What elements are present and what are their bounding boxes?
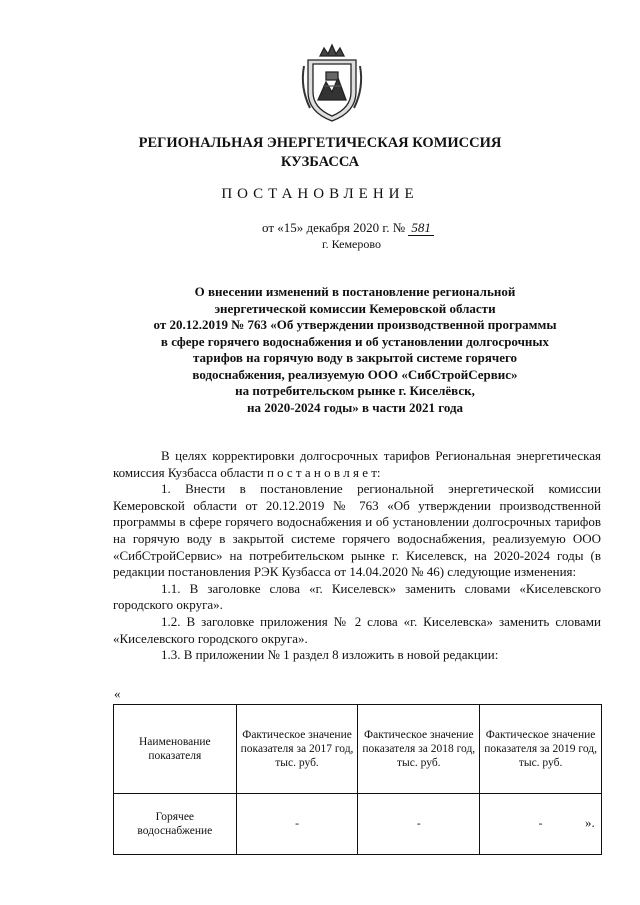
title-line: водоснабжения, реализуемую ООО «СибСтройСервис» [192, 366, 518, 382]
document-number: 581 [408, 220, 434, 236]
document-date-line [262, 220, 434, 236]
item-1-3-paragraph: 1.3. В приложении № 1 раздел 8 изложить в новой редакции: [161, 647, 499, 663]
org-name-line-2: КУЗБАССА [280, 154, 360, 170]
table-row [114, 794, 602, 855]
intro-paragraph: В целях корректировки долгосрочных тарифов Региональная энергетическая комиссия Кузбасса области п о с т а н о в л я е т: [113, 448, 601, 480]
table-header-row [114, 705, 602, 794]
document-city: г. Кемерово [322, 237, 381, 251]
document-body [113, 448, 601, 664]
title-line: О внесении изменений в постановление региональной [194, 284, 516, 299]
table-cell: - [480, 794, 602, 855]
opening-quote: « [114, 686, 121, 701]
table-header-cell: Фактическое значение показателя за 2017 год, тыс. руб. [236, 705, 358, 794]
table-cell: - [236, 794, 358, 855]
document-date: от «15» декабря 2020 г. № [262, 220, 406, 235]
closing-quote: ». [585, 815, 595, 830]
kuzbass-coat-of-arms-emblem [296, 42, 368, 124]
title-line: тарифов на горячую воду в закрытой системе горячего [192, 350, 518, 365]
title-line: на 2020-2024 годы» в части 2021 года [246, 399, 464, 415]
title-line: на потребительском рынке г. Киселёвск, [235, 383, 475, 398]
item-1-1-paragraph: 1.1. В заголовке слова «г. Киселевск» заменить словами «Киселевского городского округа». [113, 580, 601, 613]
table-cell: Горячее водоснабжение [114, 794, 237, 855]
table-cell: - [358, 794, 480, 855]
table-header-cell: Фактическое значение показателя за 2018 год, тыс. руб. [358, 705, 480, 794]
title-line: энергетической комиссии Кемеровской области [214, 300, 496, 316]
document-title [120, 284, 590, 416]
organization-name [0, 134, 640, 172]
title-line: в сфере горячего водоснабжения и об установлении долгосрочных [160, 333, 550, 349]
title-line: от 20.12.2019 № 763 «Об утверждении производственной программы [153, 317, 557, 332]
org-name-line-1: РЕГИОНАЛЬНАЯ ЭНЕРГЕТИЧЕСКАЯ КОМИССИЯ [138, 135, 502, 151]
item-1-2-paragraph: 1.2. В заголовке приложения № 2 слова «г. Киселевска» заменить словами «Киселевского городского округа». [113, 613, 601, 646]
indicator-table [113, 704, 602, 855]
table-header-cell: Фактическое значение показателя за 2019 год, тыс. руб. [480, 705, 602, 794]
document-type: ПОСТАНОВЛЕНИЕ [221, 186, 419, 202]
item-1-paragraph: 1. Внести в постановление региональной энергетической комиссии Кемеровской области от 20.12.2019 № 763 «Об утверждении производственной программы в сфере горячего водоснабжения и об установлении долгосрочных тарифов на горячую воду в закрытой системе горячего водоснабжения, реализуемую ООО «СибСтройСервис» на потребительском рынке г. Киселевск, на 2020-2024 годы (в редакции постановления РЭК Кузбасса от 14.04.2020 № 46) следующие изменения: [113, 481, 601, 580]
table-header-cell: Наименование показателя [114, 705, 237, 794]
